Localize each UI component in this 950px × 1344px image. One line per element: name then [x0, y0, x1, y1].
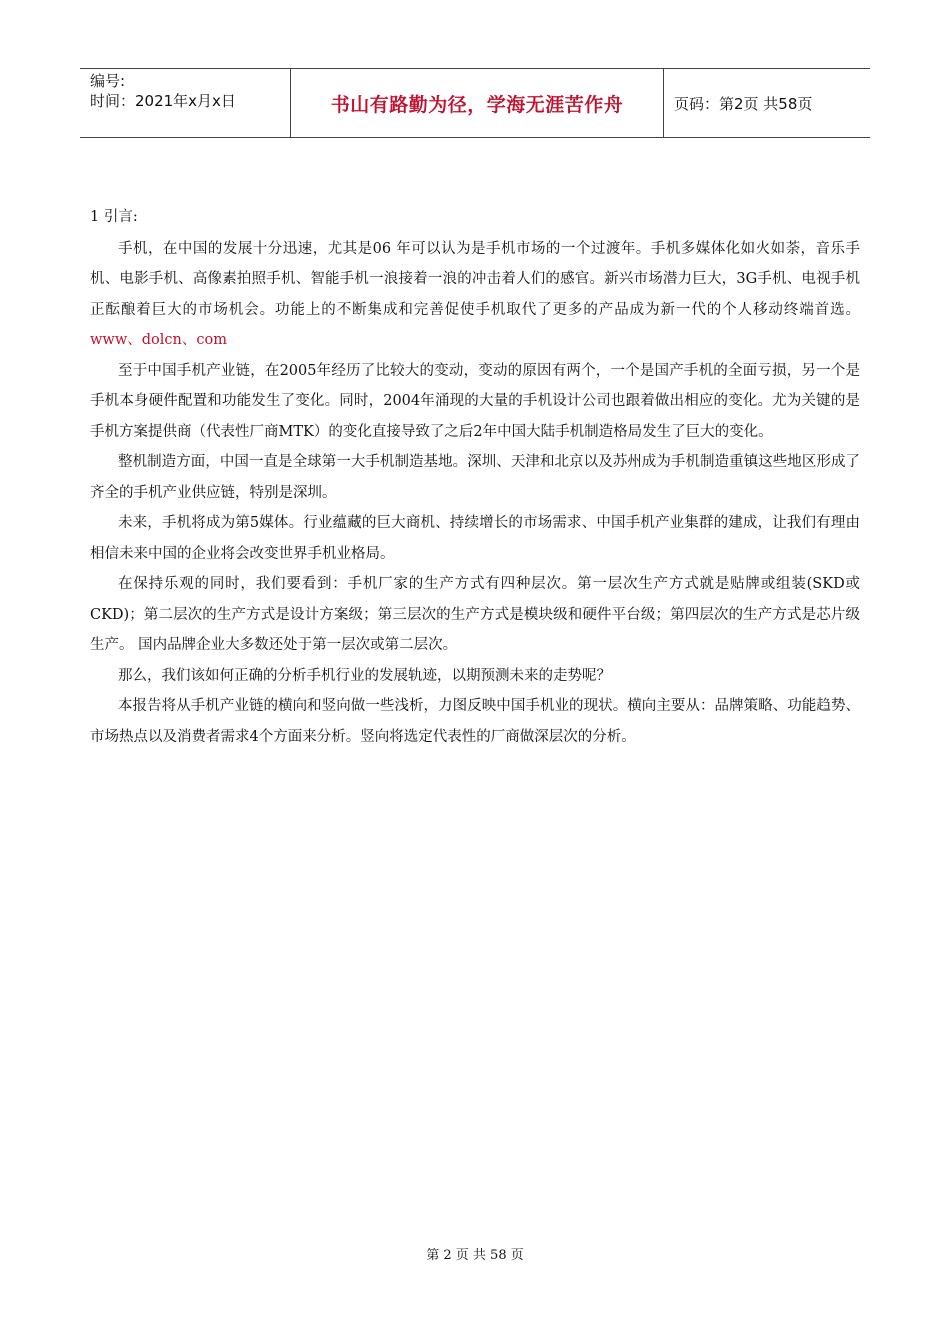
page-header	[80, 68, 870, 138]
paragraph-5: 在保持乐观的同时，我们要看到：手机厂家的生产方式有四种层次。第一层次生产方式就是贴牌或组装(SKD或CKD)；第二层次的生产方式是设计方案级；第三层次的生产方式是模块级和硬件平台级；第四层次的生产方式是芯片级生产。 国内品牌企业大多数还处于第一层次或第二层次。	[90, 576, 860, 653]
document-date: 时间：2021年x月x日	[90, 92, 236, 110]
paragraph-2: 至于中国手机产业链，在2005年经历了比较大的变动，变动的原因有两个，一个是国产手机的全面亏损，另一个是手机本身硬件配置和功能发生了变化。同时，2004年涌现的大量的手机设计公司也跟着做出相应的变化。尤为关键的是手机方案提供商（代表性厂商MTK）的变化直接导致了之后2年中国大陆手机制造格局发生了巨大的变化。	[90, 362, 860, 440]
paragraph-4: 未来，手机将成为第5媒体。行业蕴藏的巨大商机、持续增长的市场需求、中国手机产业集群的建成，让我们有理由相信未来中国的企业将会改变世界手机业格局。	[90, 515, 860, 562]
paragraph-1-text: 手机，在中国的发展十分迅速，尤其是06 年可以认为是手机市场的一个过渡年。手机多媒体化如火如荼，音乐手机、电影手机、高像素拍照手机、智能手机一浪接着一浪的冲击着人们的感官。新兴市场潜力巨大，3G手机、电视手机正酝酿着巨大的市场机会。功能上的不断集成和完善促使手机取代了更多的产品成为新一代的个人移动终端首选。	[90, 240, 860, 318]
paragraph-6: 那么，我们该如何正确的分析手机行业的发展轨迹，以期预测未来的走势呢？	[118, 667, 611, 684]
page-footer: 第 2 页 共 58 页	[426, 1248, 524, 1263]
document-number-label: 编号:	[90, 72, 126, 90]
header-meta	[80, 69, 291, 137]
paragraph-1	[90, 234, 860, 356]
header-page-info: 页码：第2页 共58页	[674, 94, 813, 113]
section-heading: 1 引言:	[90, 209, 138, 225]
paragraph-7: 本报告将从手机产业链的横向和竖向做一些浅析，力图反映中国手机业的现状。横向主要从：品牌策略、功能趋势、市场热点以及消费者需求4个方面来分析。竖向将选定代表性的厂商做深层次的分析。	[90, 698, 860, 745]
paragraph-3: 整机制造方面，中国一直是全球第一大手机制造基地。深圳、天津和北京以及苏州成为手机制造重镇这些地区形成了齐全的手机产业供应链，特别是深圳。	[90, 454, 860, 501]
site-link[interactable]: www、dolcn、com	[90, 332, 227, 348]
document-body	[90, 202, 860, 752]
header-motto: 书山有路勤为径，学海无涯苦作舟	[291, 69, 664, 137]
